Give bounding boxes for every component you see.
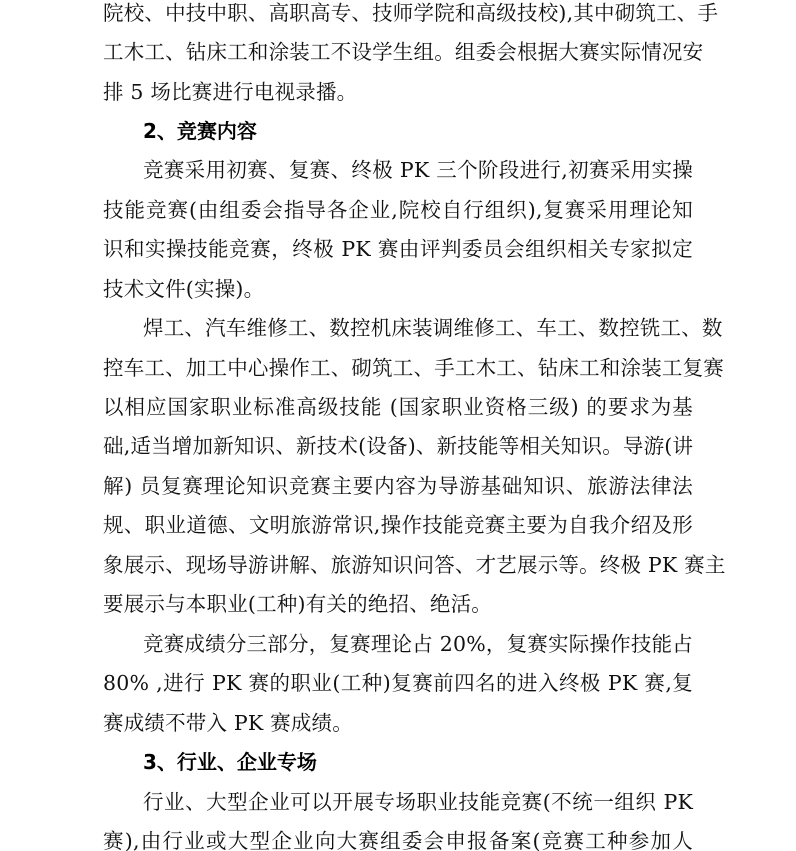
section-2-para-3-line-3: 赛成绩不带入 PK 赛成绩。 — [103, 711, 353, 735]
section-2-para-2-line-3: 以相应国家职业标准高级技能 (国家职业资格三级) 的要求为基 — [103, 395, 693, 419]
section-2-para-2-line-2: 控车工、加工中心操作工、砌筑工、手工木工、钻床工和涂装工复赛 — [103, 356, 724, 380]
intro-line-3: 排 5 场比赛进行电视录播。 — [103, 80, 358, 104]
section-2-heading: 2、竞赛内容 — [143, 119, 257, 143]
section-2-para-2-line-6: 规、职业道德、文明旅游常识,操作技能竞赛主要为自我介绍及形 — [103, 513, 693, 537]
section-2-para-1-line-2: 技能竞赛(由组委会指导各企业,院校自行组织),复赛采用理论知 — [103, 198, 693, 222]
intro-line-2: 工木工、钻床工和涂装工不设学生组。组委会根据大赛实际情况安 — [103, 40, 704, 64]
section-3-para-1-line-1: 行业、大型企业可以开展专场职业技能竞赛(不统一组织 PK — [143, 790, 693, 814]
section-2-para-2-line-8: 要展示与本职业(工种)有关的绝招、绝活。 — [103, 592, 492, 616]
intro-line-1: 院校、中技中职、高职高专、技师学院和高级技校),其中砌筑工、手 — [103, 1, 719, 25]
section-2-para-2-line-1: 焊工、汽车维修工、数控机床装调维修工、车工、数控铣工、数 — [143, 316, 723, 340]
section-3-para-1-line-2: 赛),由行业或大型企业向大赛组委会申报备案(竞赛工种参加人 — [103, 829, 693, 851]
section-2-para-2-line-5: 解) 员复赛理论知识竞赛主要内容为导游基础知识、旅游法律法 — [103, 474, 693, 498]
section-2-para-3-line-2: 80% ,进行 PK 赛的职业(工种)复赛前四名的进入终极 PK 赛,复 — [103, 671, 693, 695]
section-2-para-1-line-3: 识和实操技能竞赛，终极 PK 赛由评判委员会组织相关专家拟定 — [103, 237, 693, 261]
section-2-para-2-line-7: 象展示、现场导游讲解、旅游知识问答、才艺展示等。终极 PK 赛主 — [103, 553, 726, 577]
section-2-para-2-line-4: 础,适当增加新知识、新技术(设备)、新技能等相关知识。导游(讲 — [103, 434, 694, 458]
section-2-para-1-line-4: 技术文件(实操)。 — [103, 277, 265, 301]
section-3-heading: 3、行业、企业专场 — [143, 750, 317, 774]
section-2-para-1-line-1: 竞赛采用初赛、复赛、终极 PK 三个阶段进行,初赛采用实操 — [143, 158, 693, 182]
section-2-para-3-line-1: 竞赛成绩分三部分，复赛理论占 20%，复赛实际操作技能占 — [143, 632, 693, 656]
